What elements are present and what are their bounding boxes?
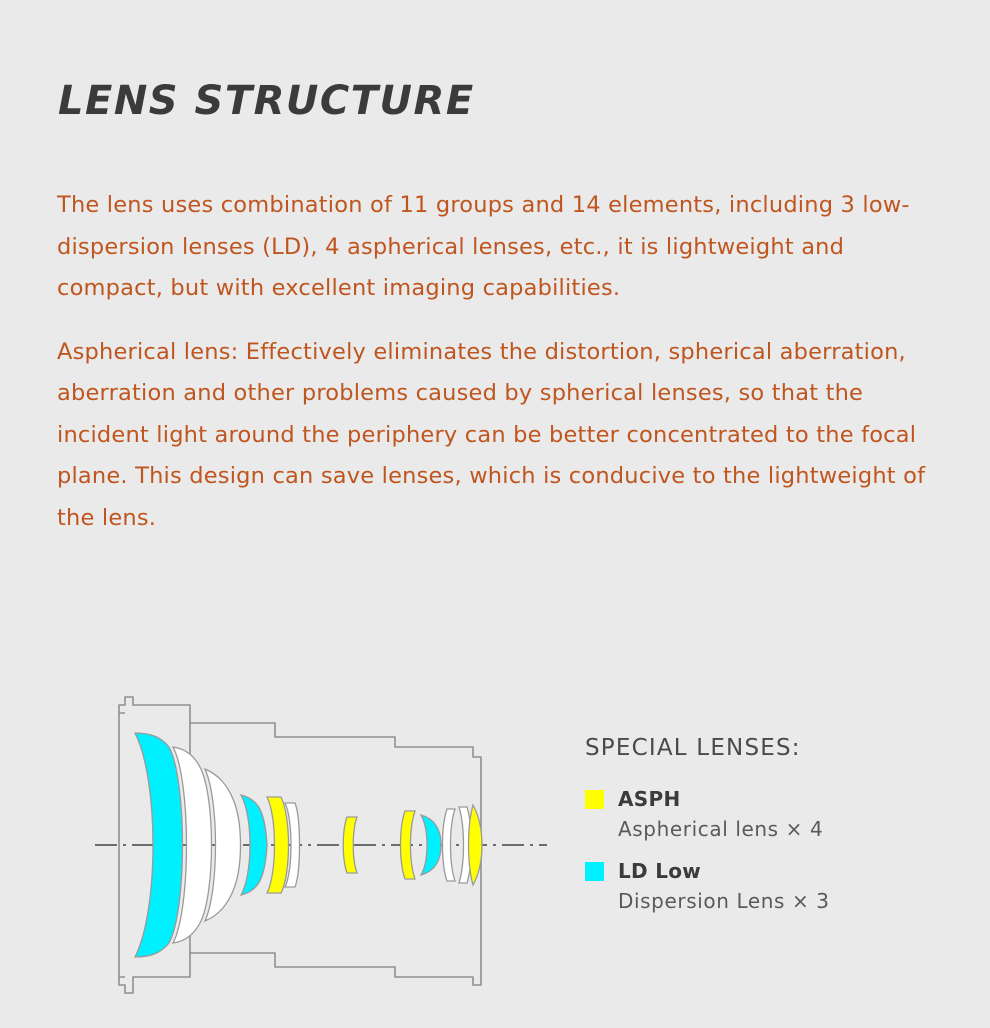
- asph-color-swatch-icon: [585, 790, 604, 809]
- lens-cross-section-diagram: [95, 685, 565, 1015]
- legend-item-asph: [585, 787, 965, 811]
- legend-item-asph-description: Aspherical lens × 4: [618, 817, 824, 841]
- page-title: LENS STRUCTURE: [58, 78, 475, 124]
- legend-item-ld: [585, 859, 965, 883]
- paragraph-1: The lens uses combination of 11 groups and 14 elements, including 3 low-dispersion lenses (LD), 4 aspherical lenses, etc., it is lightweight and compact, but with excellent imaging capabilities.: [57, 192, 910, 301]
- legend-item-ld-label: LD Low: [618, 859, 702, 883]
- ld-color-swatch-icon: [585, 862, 604, 881]
- legend-heading: SPECIAL LENSES:: [585, 735, 801, 761]
- legend: [585, 735, 965, 913]
- legend-item-ld-description: Dispersion Lens × 3: [618, 889, 830, 913]
- paragraph-2: Aspherical lens: Effectively eliminates the distortion, spherical aberration, aberration and other problems caused by spherical lenses, so that the incident light around the periphery can be better concentrated to the focal plane. This design can save lenses, which is conducive to the lightweight of the lens.: [57, 338, 926, 531]
- body-copy: [57, 185, 957, 539]
- legend-item-asph-label: ASPH: [618, 787, 681, 811]
